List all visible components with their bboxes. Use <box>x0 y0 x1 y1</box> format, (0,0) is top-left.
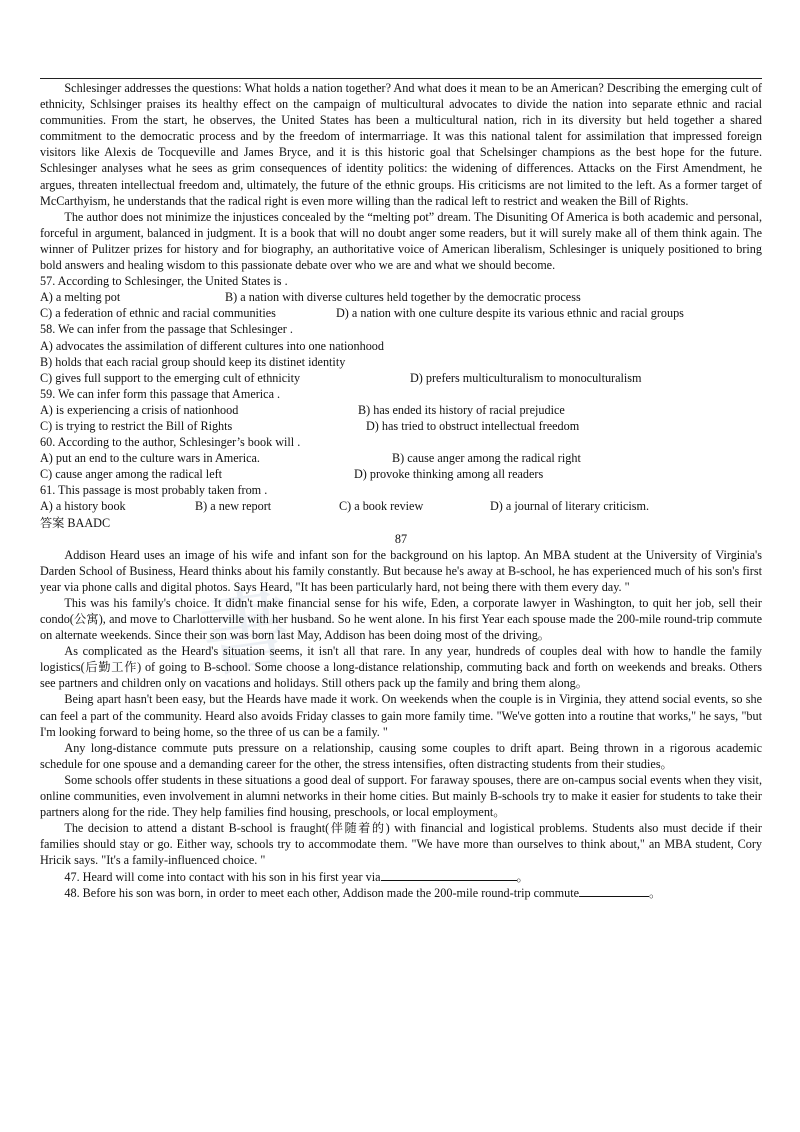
option-59c: C) is trying to restrict the Bill of Rights <box>40 418 233 433</box>
passage2-paragraph-4: Being apart hasn't been easy, but the Heards have made it work. On weekends when the couple is in Virginia, they attend social events, so she can feel a part of the community. Heard also avoids Friday classes to gain more family time. "We've gotten into a routine that works," he says, "but I'm looking forward to being home, so the three of us can be a family. " <box>40 692 762 739</box>
question-59-options-row-2 <box>40 418 762 434</box>
option-59b: B) has ended its history of racial prejudice <box>358 402 565 417</box>
question-60-options-row-1 <box>40 450 762 466</box>
question-47 <box>40 869 762 885</box>
question-60-options-row-2 <box>40 466 762 482</box>
option-61b: B) a new report <box>195 499 272 514</box>
passage1-paragraph-1: Schlesinger addresses the questions: What holds a nation together? And what does it mean to be an American? Describing the emerging cult of ethnicity, Schlsinger praises its healthy effect on the campaign of multicultural advocates to divide the nation into separate ethnic and racial communities. From the start, he observes, the United States has been a multicultural nation, rich in its diversity but held together a shared commitment to the democratic process and by the freedom of intermarriage. It was this national talent for assimilation that impressed foreign visitors like Alexis de Tocqueville and James Bryce, and it is this historic goal that Schelsinger champions as the best hope for the future. Schlesinger analyses what he sees as grim consequences of identity politics: the widening of differences. Attacks on the First Amendment, he argues, threaten intellectual freedom and, ultimately, the future of the ethnic groups. His criticisms are not limited to the left. As a former target of McCarthyism, he understands that the radical right is even more willing than the radical left to restrict and weaken the Bill of Rights. <box>40 81 762 208</box>
option-57d: D) a nation with one culture despite its various ethnic and racial groups <box>336 306 684 321</box>
option-58b: B) holds that each racial group should keep its distinet identity <box>40 354 346 369</box>
option-60a: A) put an end to the culture wars in America. <box>40 451 260 466</box>
passage2-paragraph-3: As complicated as the Heard's situation seems, it isn't all that rare. In any year, hundreds of couples deal with how to handle the family logistics(后勤工作) of going to B-school. Some choose a long-distance relationship, commuting back and forth on weekends and breaks. Others see partners and children only on vacations and holidays. Still others pack up the family and bring them along。 <box>40 644 762 691</box>
question-47-end: 。 <box>516 869 529 884</box>
question-48-text: 48. Before his son was born, in order to meet each other, Addison made the 200-mile round-trip commute <box>64 885 580 900</box>
option-61a: A) a history book <box>40 499 126 514</box>
watermark: 書 <box>194 575 299 692</box>
question-57-options-row-1 <box>40 289 762 305</box>
option-60b: B) cause anger among the radical right <box>392 451 581 466</box>
question-47-blank[interactable] <box>381 869 517 881</box>
option-58c: C) gives full support to the emerging cult of ethnicity <box>40 370 301 385</box>
passage2-paragraph-2: This was his family's choice. It didn't make financial sense for his wife, Eden, a corporate lawyer in Washington, to quit her job, sell their condo(公寓), and move to Charlotterville with her husband. So he went alone. In his first Year each spouse made the 200-mile round-trip commute on alternate weekends. Since their son was born last May, Addison has been doing most of the driving。 <box>40 595 762 643</box>
question-61-options-row <box>40 498 762 514</box>
question-60: 60. According to the author, Schlesinger’s book will . <box>40 435 301 450</box>
question-57: 57. According to Schlesinger, the United States is . <box>40 274 288 289</box>
answer-key: 答案 BAADC <box>40 515 111 530</box>
option-57c: C) a federation of ethnic and racial communities <box>40 306 276 321</box>
passage1-paragraph-2: The author does not minimize the injustices concealed by the “melting pot” dream. The Disuniting Of America is both academic and personal, forceful in argument, balanced in judgment. It is a book that will no doubt anger some readers, but it will surely make all of them think again. The winner of Pulitzer prizes for history and for biography, an authoritative voice of American liberalism, Schlesinger is uniquely positioned to bring bold answers and healing wisdom to this passionate debate over who we are and what we should become. <box>40 209 762 273</box>
question-59: 59. We can infer form this passage that America . <box>40 386 281 401</box>
option-61c: C) a book review <box>339 499 424 514</box>
question-48-end: 。 <box>649 885 662 900</box>
question-59-options-row-1 <box>40 402 762 418</box>
option-60c: C) cause anger among the radical left <box>40 467 223 482</box>
question-48-blank[interactable] <box>579 885 649 897</box>
question-58-options-row <box>40 370 762 386</box>
passage2-paragraph-5: Any long-distance commute puts pressure on a relationship, causing some couples to drift apart. Being thrown in a rigorous academic schedule for one spouse and a demanding career for the other, the stress intensifies, often distracting students from their studies。 <box>40 740 762 771</box>
option-58d: D) prefers multiculturalism to monoculturalism <box>410 370 642 385</box>
option-59d: D) has tried to obstruct intellectual freedom <box>366 418 580 433</box>
top-rule <box>40 78 762 79</box>
question-57-options-row-2 <box>40 305 762 321</box>
option-57b: B) a nation with diverse cultures held together by the democratic process <box>225 290 581 305</box>
option-61d: D) a journal of literary criticism. <box>490 499 650 514</box>
question-48 <box>40 885 762 901</box>
option-57a: A) a melting pot <box>40 290 121 305</box>
option-58a: A) advocates the assimilation of different cultures into one nationhood <box>40 338 384 353</box>
question-58: 58. We can infer from the passage that Schlesinger . <box>40 322 293 337</box>
document-page <box>40 78 762 901</box>
option-59a: A) is experiencing a crisis of nationhood <box>40 402 239 417</box>
passage2-paragraph-6: Some schools offer students in these situations a good deal of support. For faraway spouses, there are on-campus social events when they visit, online communities, even involvement in alumni networks in their home cities. But mainly B-schools try to make it easier for students to take their partners along for the ride. They help families find housing, preschools, or local employment。 <box>40 772 762 820</box>
section-number: 87 <box>394 531 408 546</box>
question-47-text: 47. Heard will come into contact with his son in his first year via <box>64 869 381 884</box>
passage2-paragraph-7: The decision to attend a distant B-school is fraught(伴随着的) with financial and logistical problems. Students also must decide if their families should stay or go. Either way, schools try to accommodate them. "We have more than ourselves to think about," an MBA student, Cory Hricik says. "It's a family-influenced choice. " <box>40 821 762 868</box>
question-61: 61. This passage is most probably taken from . <box>40 483 268 498</box>
option-60d: D) provoke thinking among all readers <box>354 467 544 482</box>
passage2-paragraph-1: Addison Heard uses an image of his wife and infant son for the background on his laptop. An MBA student at the University of Virginia's Darden School of Business, Heard thinks about his family constantly. But because he's away at B-school, he has experienced much of his son's first year via phone calls and digital photos. Says Heard, "It has been particularly hard, not being there with them every day. " <box>40 547 762 594</box>
